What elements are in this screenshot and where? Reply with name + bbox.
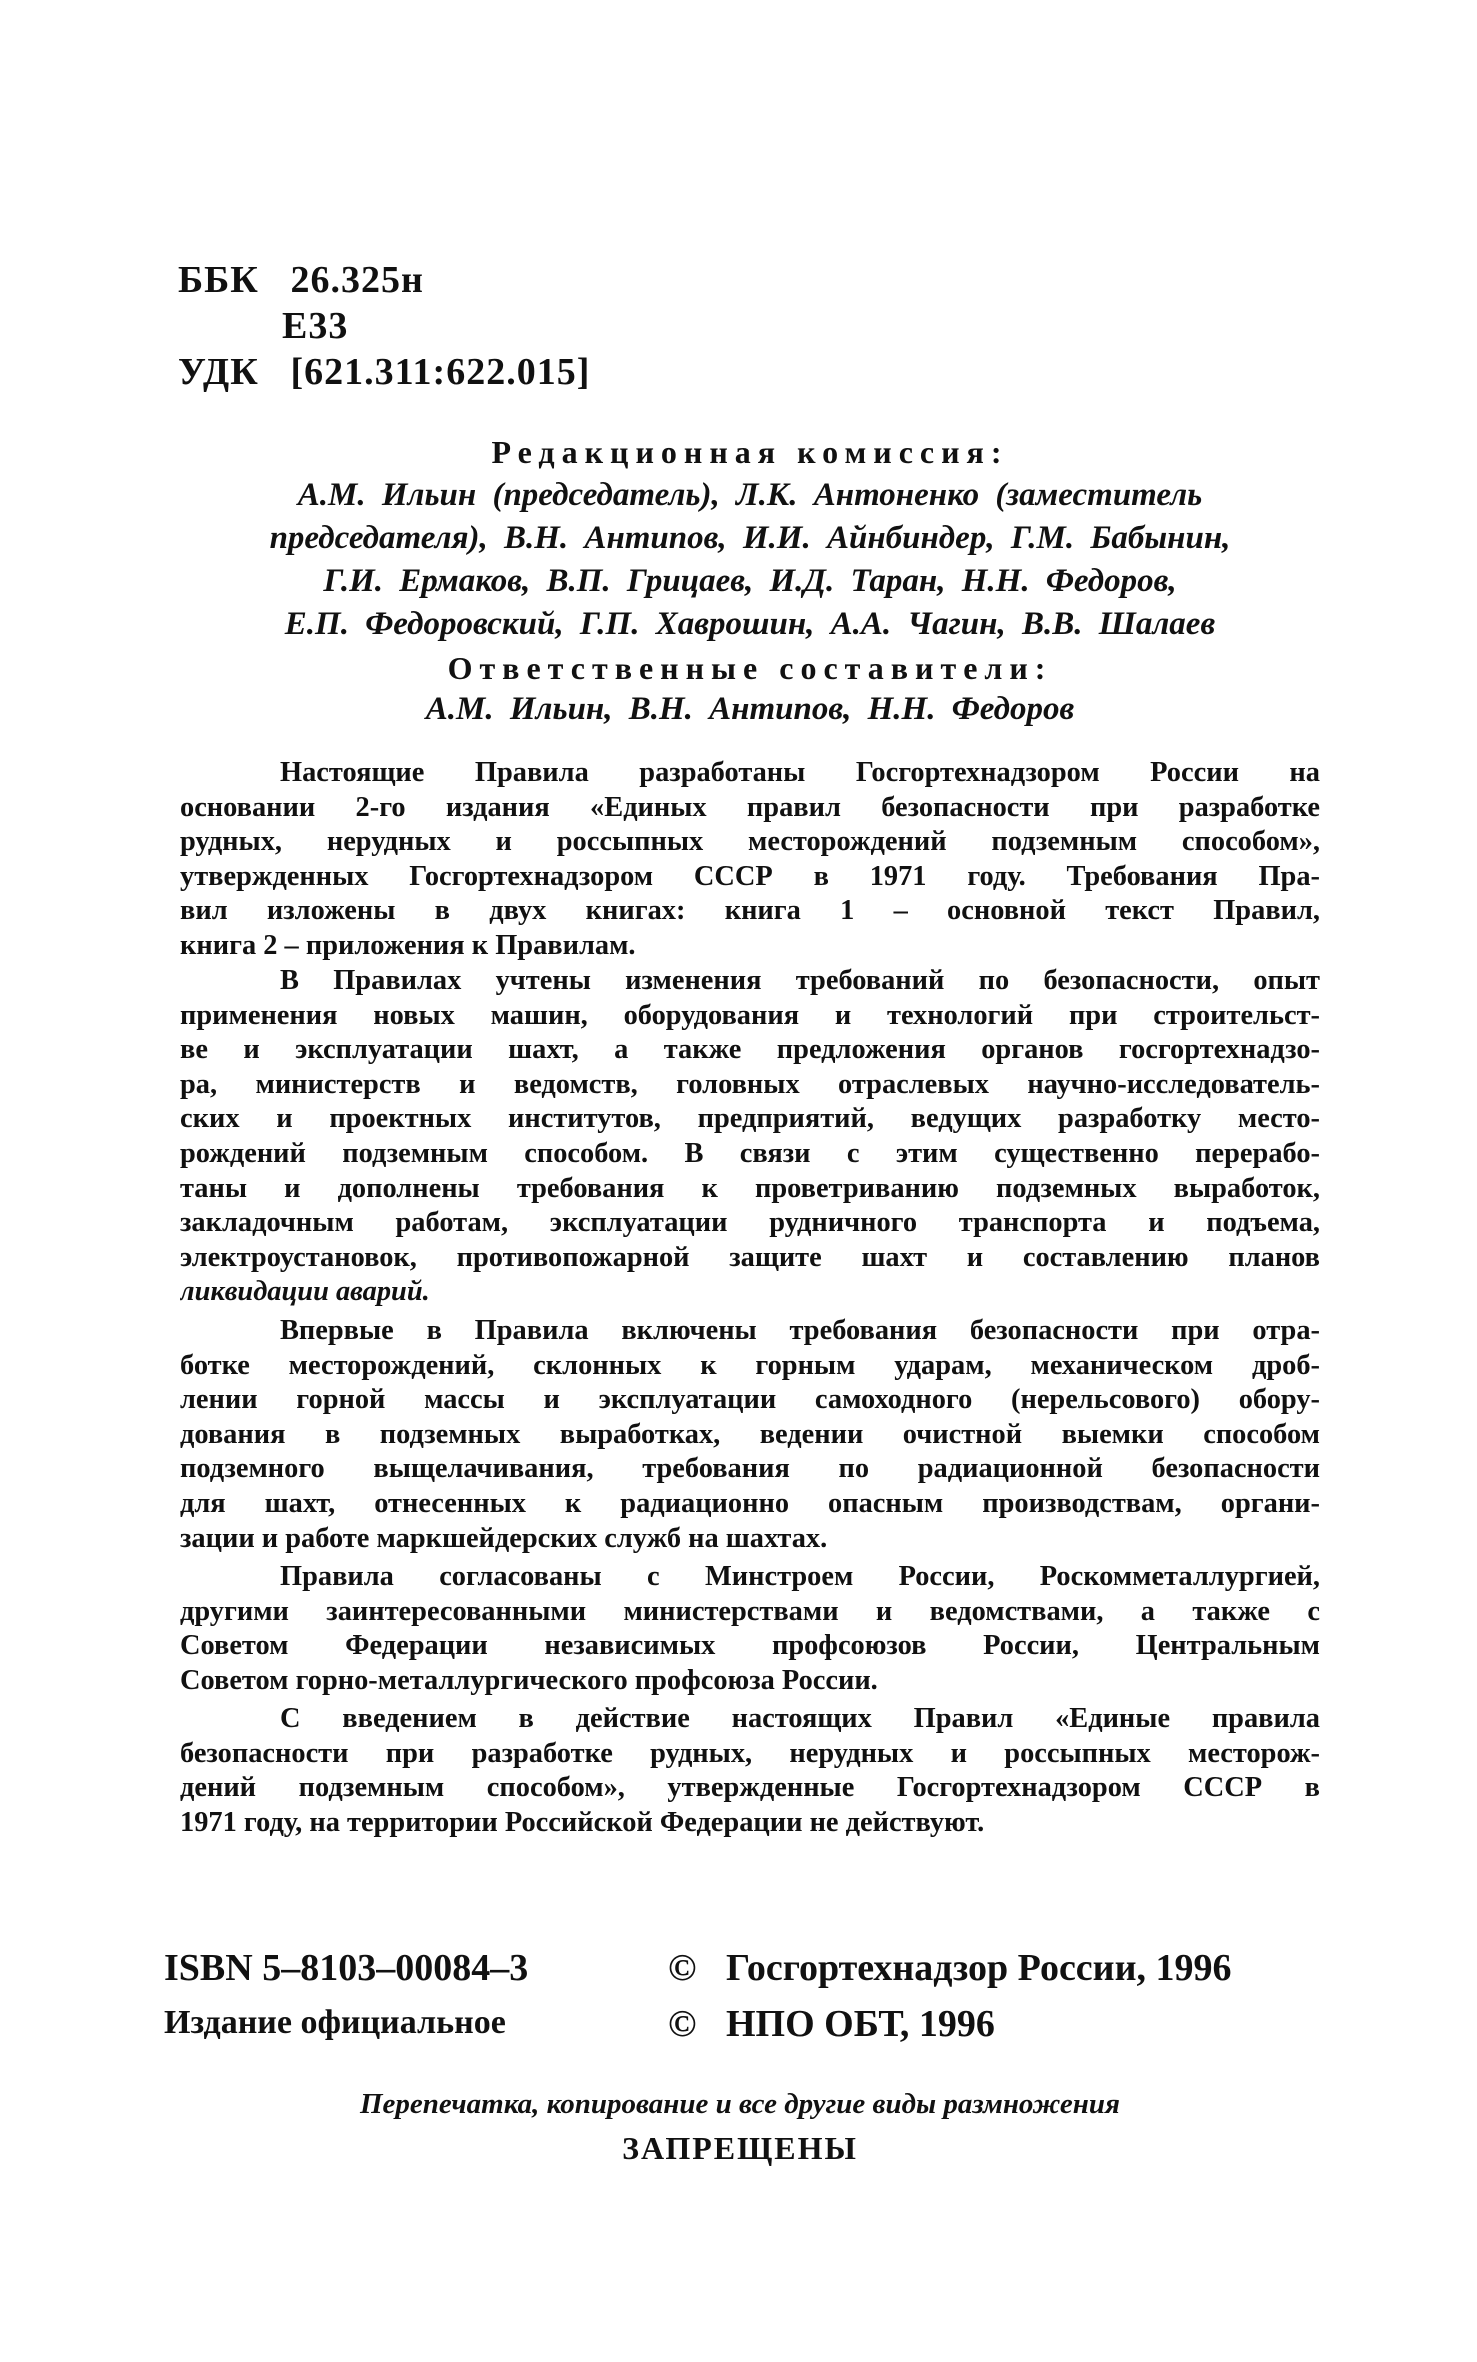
paragraph-5 [180, 1702, 1320, 1840]
paragraph-line: другими заинтересованными министерствами и ведомствами, а также с [180, 1595, 1320, 1627]
paragraph-line: дования в подземных выработках, ведении очистной выемки способом [180, 1418, 1320, 1450]
paragraph-line: подземного выщелачивания, требования по радиационной безопасности [180, 1453, 1320, 1485]
udk-line [178, 350, 590, 394]
paragraph-line: Настоящие Правила разработаны Госгортехнадзором России на [280, 757, 1320, 788]
paragraph-line: основании 2-го издания «Единых правил безопасности при разработке [180, 791, 1320, 823]
paragraph-line: ских и проектных институтов, предприятий, ведущих разработку место- [180, 1103, 1320, 1135]
edition-label: Издание официальное [164, 2004, 506, 2041]
isbn: ISBN 5–8103–00084–3 [164, 1947, 529, 1989]
paragraph-line: дений подземным способом», утвержденные Госгортехнадзором СССР в [180, 1772, 1320, 1804]
paragraph-line: таны и дополнены требования к проветриванию подземных выработок, [180, 1172, 1320, 1204]
paragraph-1 [180, 756, 1320, 964]
paragraph-4 [180, 1560, 1320, 1698]
paragraph-line: электроустановок, противопожарной защите шахт и составлению планов [180, 1241, 1320, 1273]
editorial-line-1: А.М. Ильин (председатель), Л.К. Антоненко (заместитель [297, 477, 1203, 513]
paragraph-line: ликвидации аварий. [180, 1276, 430, 1308]
udk-value: [621.311:622.015] [290, 351, 591, 393]
editorial-heading: Редакционная комиссия: [491, 434, 1009, 470]
paragraph-line: безопасности при разработке рудных, нерудных и россыпных месторож- [180, 1737, 1320, 1769]
compilers-heading: Ответственные составители: [447, 650, 1053, 686]
paragraph-line: лении горной массы и эксплуатации самоходного (нерельсового) обору- [180, 1384, 1320, 1416]
paragraph-3 [180, 1314, 1320, 1556]
copyright-holder-1: Госгортехнадзор России, 1996 [726, 1947, 1232, 1989]
paragraph-line: 1971 году, на территории Российской Федерации не действуют. [180, 1806, 985, 1838]
paragraph-line: книга 2 – приложения к Правилам. [180, 929, 636, 961]
paragraph-line: ра, министерств и ведомств, головных отраслевых научно-исследователь- [180, 1068, 1320, 1100]
reprint-notice: Перепечатка, копирование и все другие виды размножения [360, 2088, 1120, 2120]
editorial-line-4: Е.П. Федоровский, Г.П. Хаврошин, А.А. Чагин, В.В. Шалаев [284, 606, 1216, 642]
bbk-line [178, 258, 424, 302]
paragraph-line: вил изложены в двух книгах: книга 1 – основной текст Правил, [180, 895, 1320, 927]
paragraph-line: Впервые в Правила включены требования безопасности при отра- [280, 1315, 1320, 1346]
paragraph-line: Советом горно-металлургического профсоюза России. [180, 1664, 878, 1696]
paragraph-line: В Правилах учтены изменения требований по безопасности, опыт [280, 965, 1320, 996]
paragraph-line: ботке месторождений, склонных к горным ударам, механическом дроб- [180, 1349, 1320, 1381]
paragraph-line: Советом Федерации независимых профсоюзов России, Центральным [180, 1630, 1320, 1662]
paragraph-line: рудных, нерудных и россыпных месторождений подземным способом», [180, 826, 1320, 858]
author-code: Е33 [282, 305, 349, 347]
paragraph-line: утвержденных Госгортехнадзором СССР в 1971 году. Требования Пра- [180, 860, 1320, 892]
paragraph-line: ве и эксплуатации шахт, а также предложения органов госгортехнадзо- [180, 1034, 1320, 1066]
copyright-line-2 [668, 2002, 995, 2046]
paragraph-line: применения новых машин, оборудования и технологий при строительст- [180, 999, 1320, 1031]
paragraph-2 [180, 964, 1320, 1310]
copyright-icon: © [668, 1947, 697, 1989]
bbk-label: ББК [178, 259, 259, 301]
editorial-line-2: председателя), В.Н. Антипов, И.И. Айнбиндер, Г.М. Бабынин, [269, 520, 1231, 556]
paragraph-line: Правила согласованы с Минстроем России, Роскомметаллургией, [280, 1561, 1320, 1592]
paragraph-line: для шахт, отнесенных к радиационно опасным производствам, органи- [180, 1487, 1320, 1519]
copyright-line-1 [668, 1946, 1231, 1990]
paragraph-line: С введением в действие настоящих Правил «Единые правила [280, 1703, 1320, 1734]
compilers-line: А.М. Ильин, В.Н. Антипов, Н.Н. Федоров [425, 691, 1075, 727]
copyright-holder-2: НПО ОБТ, 1996 [726, 2003, 995, 2045]
paragraph-line: закладочным работам, эксплуатации рудничного транспорта и подъема, [180, 1207, 1320, 1239]
editorial-line-3: Г.И. Ермаков, В.П. Грицаев, И.Д. Таран, Н.Н. Федоров, [323, 563, 1177, 599]
paragraph-line: рождений подземным способом. В связи с этим существенно перерабо- [180, 1137, 1320, 1169]
paragraph-line: зации и работе маркшейдерских служб на шахтах. [180, 1522, 828, 1554]
bbk-value: 26.325н [290, 259, 424, 301]
copyright-icon: © [668, 2003, 697, 2045]
udk-label: УДК [178, 351, 259, 393]
prohibited-notice: ЗАПРЕЩЕНЫ [622, 2130, 858, 2166]
